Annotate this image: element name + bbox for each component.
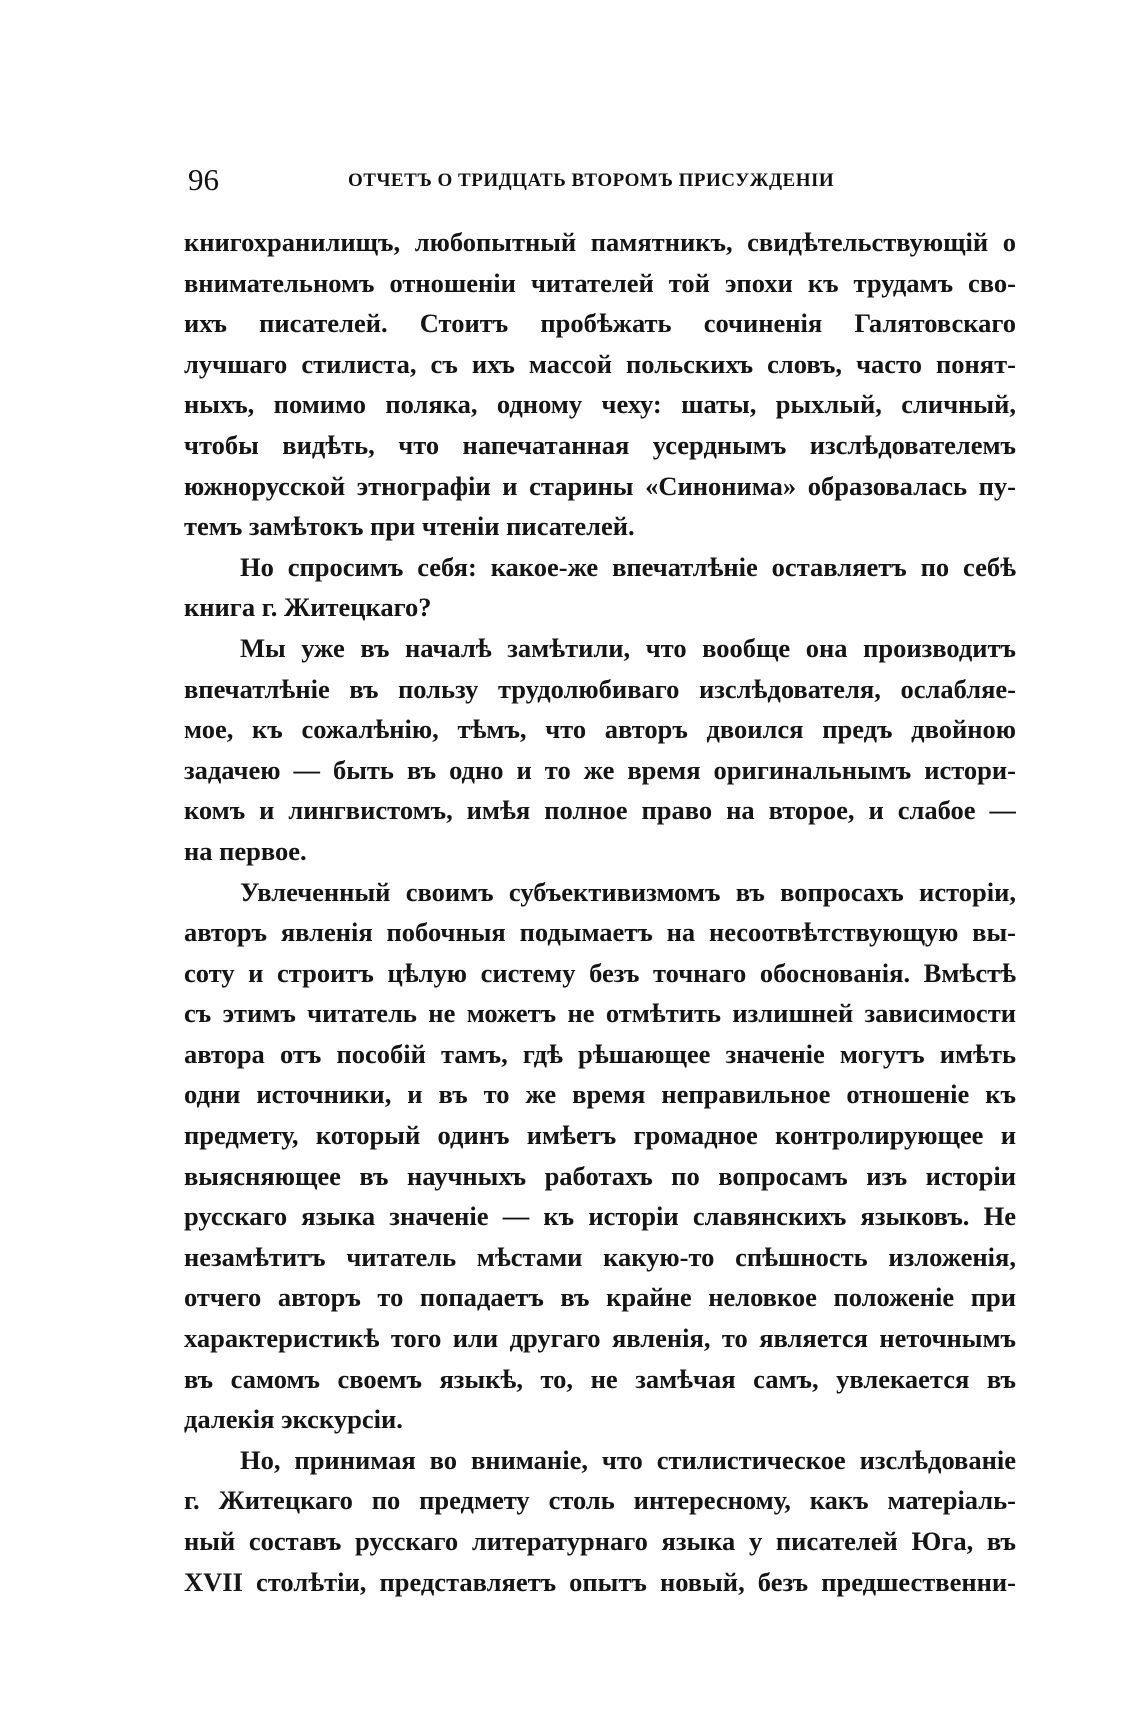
text-line: лучшаго стилиста, съ ихъ массой польскихъ словъ, часто понят- <box>184 348 1016 379</box>
text-line: книгохранилищъ, любопытный памятникъ, свидѣтельствующій о <box>184 227 1016 257</box>
text-line: чтобы видѣть, что напечатанная усерднымъ изслѣдователемъ <box>184 429 1016 460</box>
text-line: отчего авторъ то попадаетъ въ крайне неловкое положеніе при <box>184 1282 1016 1313</box>
text-line: Увлеченный своимъ субъективизмомъ въ вопросахъ исторіи, <box>240 876 1016 907</box>
text-line: Но спросимъ себя: какое-же впечатлѣніе оставляетъ по себѣ <box>240 551 1016 582</box>
body-text <box>184 222 1016 1602</box>
text-line: русскаго языка значеніе — къ исторіи славянскихъ языковъ. Не <box>184 1201 1016 1232</box>
text-line: книга г. Житецкаго? <box>184 592 432 623</box>
text-line: соту и строитъ цѣлую систему безъ точнаго обоснованія. Вмѣстѣ <box>184 957 1016 988</box>
text-line: далекія экскурсіи. <box>184 1404 403 1435</box>
text-line: съ этимъ читатель не можетъ не отмѣтить излишней зависимости <box>184 998 1016 1029</box>
text-line: Но, принимая во вниманіе, что стилистическое изслѣдованіе <box>240 1444 1016 1475</box>
text-line: въ самомъ своемъ языкѣ, то, не замѣчая самъ, увлекается въ <box>184 1363 1016 1394</box>
text-line: Мы уже въ началѣ замѣтили, что вообще она производитъ <box>240 632 1016 663</box>
text-line: внимательномъ отношеніи читателей той эпохи къ трудамъ сво- <box>184 267 1016 298</box>
text-line: задачею — быть въ одно и то же время оригинальнымъ истори- <box>184 754 1016 785</box>
text-line: XVII столѣтіи, представляетъ опытъ новый, безъ предшественни- <box>184 1566 1016 1597</box>
text-line: выясняющее въ научныхъ работахъ по вопросамъ изъ исторіи <box>184 1160 1016 1191</box>
text-line: ихъ писателей. Стоитъ пробѣжать сочиненія Галятовскаго <box>184 308 1016 339</box>
text-line: предмету, который одинъ имѣетъ громадное контролирующее и <box>184 1120 1016 1151</box>
text-line: г. Житецкаго по предмету столь интересному, какъ матеріаль- <box>184 1485 1016 1516</box>
text-line: ный составъ русскаго литературнаго языка у писателей Юга, въ <box>184 1526 1016 1556</box>
text-line: авторъ явленія побочныя подымаетъ на несоотвѣтствующую вы- <box>184 917 1016 948</box>
text-line: характеристикѣ того или другаго явленія, то является неточнымъ <box>184 1323 1016 1354</box>
text-line: одни источники, и въ то же время неправильное отношеніе къ <box>184 1079 1016 1110</box>
text-line: на первое. <box>184 835 307 866</box>
text-line: впечатлѣніе въ пользу трудолюбиваго изслѣдователя, ослабляе- <box>184 673 1016 704</box>
text-line: темъ замѣтокъ при чтеніи писателей. <box>184 511 635 542</box>
text-line: ныхъ, помимо поляка, одному чеху: шаты, рыхлый, сличный, <box>184 389 1016 420</box>
text-line: комъ и лингвистомъ, имѣя полное право на второе, и слабое — <box>184 795 1016 826</box>
text-line: мое, къ сожалѣнію, тѣмъ, что авторъ двоился предъ двойною <box>184 714 1016 745</box>
text-line: незамѣтитъ читатель мѣстами какую-то спѣшность изложенія, <box>184 1241 1016 1272</box>
text-line: автора отъ пособій тамъ, гдѣ рѣшающее значеніе могутъ имѣть <box>184 1038 1016 1069</box>
text-line: южнорусской этнографіи и старины «Синонима» образовалась пу- <box>184 470 1016 501</box>
running-head <box>188 162 1014 202</box>
page-number: 96 <box>188 162 219 197</box>
running-title: ОТЧЕТЪ О ТРИДЦАТЬ ВТОРОМЪ ПРИСУЖДЕНІИ <box>348 170 835 191</box>
